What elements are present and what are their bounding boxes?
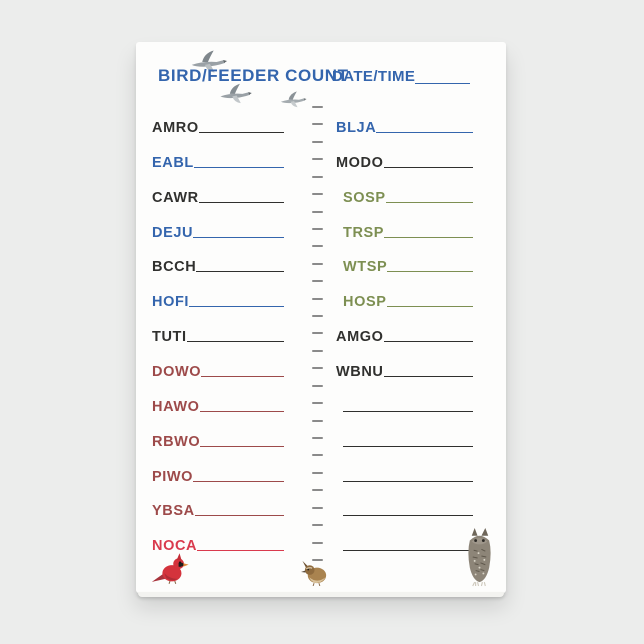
species-code: YBSA <box>152 503 195 520</box>
count-blank-line <box>343 446 473 447</box>
tally-dash <box>312 193 323 195</box>
count-blank-line <box>196 271 284 272</box>
species-row-modo <box>336 154 473 170</box>
species-code: AMGO <box>336 329 384 346</box>
species-row-wtsp <box>336 258 473 274</box>
species-row-amgo <box>336 328 473 344</box>
species-code: EABL <box>152 154 194 171</box>
tally-dash <box>312 263 323 265</box>
species-code: DOWO <box>152 363 202 380</box>
blank-species-row <box>336 502 473 518</box>
count-blank-line <box>343 550 473 551</box>
count-blank-line <box>195 515 284 516</box>
date-time-blank-line <box>415 83 470 84</box>
tally-dash <box>312 315 323 317</box>
count-blank-line <box>187 341 284 342</box>
wren-icon <box>299 557 333 586</box>
tally-dash <box>312 280 323 282</box>
species-row-hosp <box>336 293 473 309</box>
count-blank-line <box>201 376 284 377</box>
tally-dash <box>312 489 323 491</box>
species-code: AMRO <box>152 120 199 136</box>
species-row-amro <box>152 119 284 135</box>
species-row-tuti <box>152 328 284 344</box>
species-code: NOCA <box>152 538 198 555</box>
species-code: HOSP <box>343 294 387 311</box>
species-code: TRSP <box>343 224 385 241</box>
tally-dash <box>312 211 323 213</box>
tally-dash <box>312 437 323 439</box>
species-row-piwo <box>152 468 284 484</box>
flying-goose-icon <box>274 90 310 108</box>
species-row-ybsa <box>152 502 284 518</box>
tally-dash <box>312 332 323 334</box>
species-row-hofi <box>152 293 284 309</box>
tally-dash <box>312 454 323 456</box>
tally-dash <box>312 524 323 526</box>
species-row-cawr <box>152 189 284 205</box>
tally-dash <box>312 507 323 509</box>
species-row-wbnu <box>336 363 473 379</box>
count-blank-line <box>386 202 473 203</box>
count-blank-line <box>189 306 284 307</box>
count-blank-line <box>376 132 473 133</box>
count-blank-line <box>199 132 284 133</box>
species-code: MODO <box>336 154 384 171</box>
count-blank-line <box>200 411 284 412</box>
species-row-hawo <box>152 398 284 414</box>
species-row-deju <box>152 224 284 240</box>
count-blank-line <box>343 411 473 412</box>
blank-species-row <box>336 468 473 484</box>
tally-dash <box>312 176 323 178</box>
species-row-noca <box>152 537 284 553</box>
species-code: HAWO <box>152 398 200 415</box>
species-row-sosp <box>336 189 473 205</box>
owl-icon <box>462 527 497 587</box>
blank-species-row <box>336 537 473 553</box>
date-time-field <box>332 68 470 85</box>
count-blank-line <box>384 237 473 238</box>
species-code: SOSP <box>343 189 386 206</box>
tally-dash <box>312 245 323 247</box>
tally-dash <box>312 158 323 160</box>
species-row-trsp <box>336 224 473 240</box>
tally-dash <box>312 106 323 108</box>
date-time-label: DATE/TIME <box>332 68 416 85</box>
tally-dash <box>312 420 323 422</box>
count-blank-line <box>387 306 474 307</box>
count-blank-line <box>384 341 473 342</box>
count-blank-line <box>200 446 284 447</box>
tally-dash <box>312 402 323 404</box>
tally-dash <box>312 542 323 544</box>
blank-species-row <box>336 433 473 449</box>
count-blank-line <box>343 515 473 516</box>
notepad <box>136 42 506 593</box>
tally-dash <box>312 350 323 352</box>
cardinal-icon <box>149 552 191 585</box>
species-code: WBNU <box>336 363 384 380</box>
species-code: WTSP <box>343 259 388 276</box>
species-row-eabl <box>152 154 284 170</box>
species-row-dowo <box>152 363 284 379</box>
count-blank-line <box>197 550 284 551</box>
species-code: CAWR <box>152 189 199 206</box>
species-code: HOFI <box>152 294 190 311</box>
species-code: TUTI <box>152 329 187 346</box>
species-row-blja <box>336 119 473 135</box>
species-row-rbwo <box>152 433 284 449</box>
count-blank-line <box>384 376 473 377</box>
species-code: DEJU <box>152 224 194 241</box>
count-blank-line <box>194 167 284 168</box>
page-title: BIRD/FEEDER COUNT <box>158 66 349 85</box>
tally-dash <box>312 141 323 143</box>
species-code: BLJA <box>336 120 377 136</box>
tally-dash <box>312 298 323 300</box>
species-row-bcch <box>152 258 284 274</box>
tally-dash <box>312 228 323 230</box>
species-code: RBWO <box>152 433 201 450</box>
tally-dash <box>312 123 323 125</box>
tally-dash <box>312 472 323 474</box>
species-code: BCCH <box>152 259 197 276</box>
count-blank-line <box>199 202 284 203</box>
count-blank-line <box>343 481 473 482</box>
species-code: PIWO <box>152 468 194 485</box>
count-blank-line <box>384 167 473 168</box>
count-blank-line <box>387 271 473 272</box>
tally-dash <box>312 367 323 369</box>
tally-dash <box>312 385 323 387</box>
count-blank-line <box>193 481 284 482</box>
blank-species-row <box>336 398 473 414</box>
count-blank-line <box>193 237 284 238</box>
